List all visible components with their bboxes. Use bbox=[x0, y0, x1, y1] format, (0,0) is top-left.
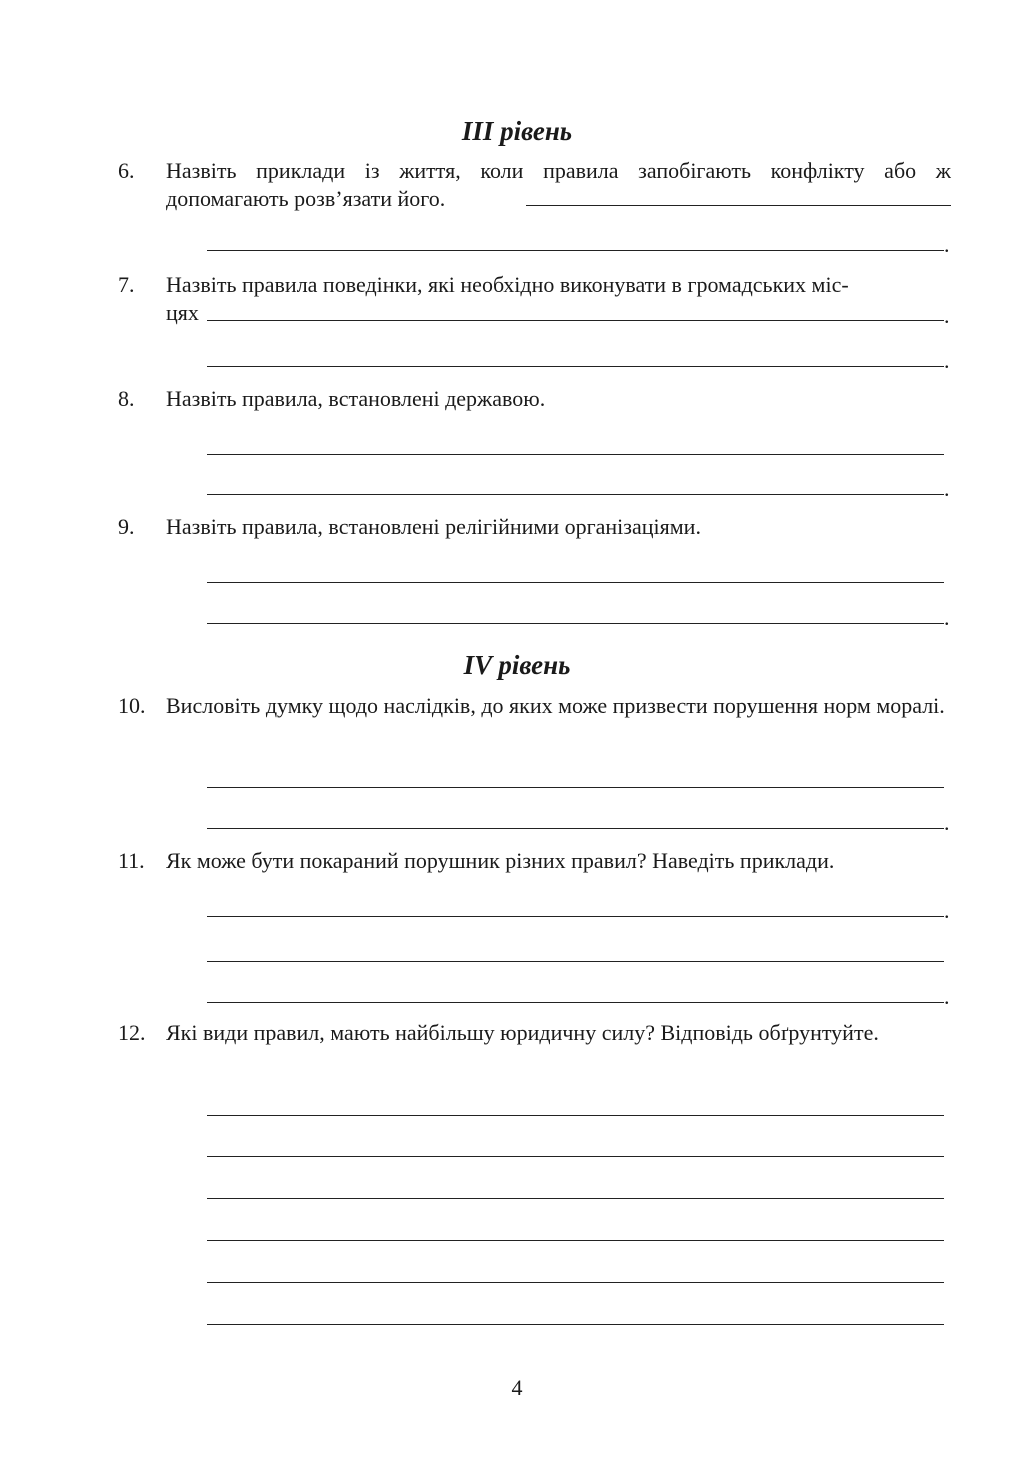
answer-line-11-3-end: . bbox=[944, 984, 950, 1009]
answer-line-11-3[interactable] bbox=[207, 1002, 944, 1003]
answer-line-6-inline[interactable] bbox=[526, 205, 951, 206]
answer-line-8-2[interactable] bbox=[207, 494, 944, 495]
answer-line-8-1[interactable] bbox=[207, 454, 944, 455]
answer-line-12-5[interactable] bbox=[207, 1282, 944, 1283]
question-6-number: 6. bbox=[118, 158, 135, 183]
answer-line-12-1[interactable] bbox=[207, 1115, 944, 1116]
answer-line-6-1-end: . bbox=[944, 232, 950, 257]
question-8-text: Назвіть правила, встановлені державою. bbox=[166, 386, 546, 411]
answer-line-11-2[interactable] bbox=[207, 961, 944, 962]
answer-line-7-inline[interactable] bbox=[207, 320, 944, 321]
answer-line-10-2-end: . bbox=[944, 810, 950, 835]
question-9-text: Назвіть правила, встановлені релігійними організаціями. bbox=[166, 514, 701, 539]
question-9-number: 9. bbox=[118, 514, 135, 539]
answer-line-10-2[interactable] bbox=[207, 828, 944, 829]
answer-line-8-2-end: . bbox=[944, 476, 950, 501]
answer-line-12-3[interactable] bbox=[207, 1198, 944, 1199]
question-6-text: Назвіть приклади із життя, коли правила запобігають конфлікту або ж допомагають розв’язати його. bbox=[166, 158, 951, 211]
answer-line-9-1[interactable] bbox=[207, 582, 944, 583]
answer-line-7-1[interactable] bbox=[207, 366, 944, 367]
answer-line-11-1-end: . bbox=[944, 898, 950, 923]
answer-line-12-6[interactable] bbox=[207, 1324, 944, 1325]
answer-line-6-1[interactable] bbox=[207, 250, 944, 251]
question-8-number: 8. bbox=[118, 386, 135, 411]
answer-line-12-4[interactable] bbox=[207, 1240, 944, 1241]
answer-line-9-2-end: . bbox=[944, 605, 950, 630]
question-7-text-line-1: Назвіть правила поведінки, які необхідно виконувати в громадських міс- bbox=[166, 272, 849, 297]
question-12-number: 12. bbox=[118, 1020, 146, 1045]
section-heading-level-4: IV рівень bbox=[463, 650, 571, 680]
question-11-number: 11. bbox=[118, 848, 145, 873]
question-10-text: Висловіть думку щодо наслідків, до яких може призвести порушення норм моралі. bbox=[166, 693, 945, 718]
answer-line-11-1[interactable] bbox=[207, 916, 944, 917]
question-7-number: 7. bbox=[118, 272, 135, 297]
page-number: 4 bbox=[511, 1375, 523, 1400]
answer-line-12-2[interactable] bbox=[207, 1156, 944, 1157]
section-heading-level-3: III рівень bbox=[461, 116, 573, 146]
answer-line-7-1-end: . bbox=[944, 348, 950, 373]
answer-line-7-inline-end: . bbox=[944, 303, 950, 328]
answer-line-9-2[interactable] bbox=[207, 623, 944, 624]
question-12-text: Які види правил, мають найбільшу юридичну силу? Відповідь обґрунтуйте. bbox=[166, 1020, 879, 1045]
question-10-number: 10. bbox=[118, 693, 146, 718]
question-11-text: Як може бути покараний порушник різних правил? Наведіть приклади. bbox=[166, 848, 835, 873]
question-7-text-line-2: цях bbox=[166, 300, 199, 325]
answer-line-10-1[interactable] bbox=[207, 787, 944, 788]
